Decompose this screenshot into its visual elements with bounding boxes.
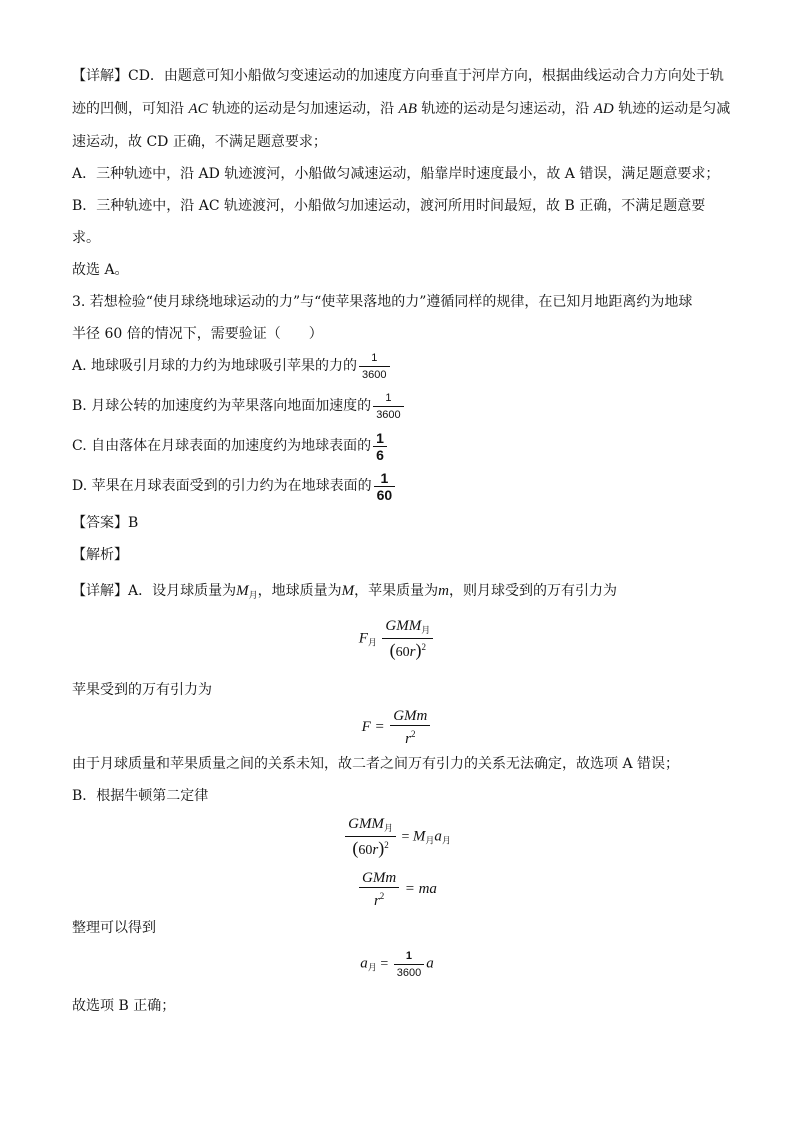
para-b-line2: 求。 <box>72 230 100 246</box>
equation-apple-newton: $\frac{\text{GMm}}{r^2}$ = ma <box>0 870 794 910</box>
newton-law: B．根据牛顿第二定律 <box>72 788 209 804</box>
para-cd-line2: 迹的凹侧，可知沿 AC 轨迹的运动是匀加速运动，沿 AB 轨迹的运动是匀速运动，沿 AD 轨迹的运动是匀减 <box>72 101 731 117</box>
answer: 【答案】B <box>72 515 139 531</box>
question-line1: 3. 若想检验“使月球绕地球运动的力”与“使苹果落地的力”遵循同样的规律，在已知月地距离约为地球 <box>72 294 693 310</box>
apple-force-text: 苹果受到的万有引力为 <box>72 682 212 698</box>
para-a: A．三种轨迹中，沿 AD 轨迹渡河，小船做匀减速运动，船靠岸时速度最小，故 A 错误，满足题意要求； <box>72 166 720 182</box>
conclusion-b: 故选项 B 正确； <box>72 998 176 1014</box>
equation-moon-newton: $\frac{GMM_月}{(60r)^2}$ = $M_月a_月$ <box>0 816 794 859</box>
analysis-heading: 【解析】 <box>72 547 128 563</box>
conclusion-a: 由于月球质量和苹果质量之间的关系未知，故二者之间万有引力的关系无法确定，故选项 A 错误； <box>72 756 680 772</box>
option-a: A. 地球吸引月球的力约为地球吸引苹果的力的 $\frac{1}{3600}$ <box>72 348 732 384</box>
equation-moon-force: $F_月$ $\frac{GMM_月}{(60r)^2}$ <box>0 618 794 661</box>
para-b-line1: B．三种轨迹中，沿 AC 轨迹渡河，小船做匀加速运动，渡河所用时间最短，故 B 正确，不满足题意要 <box>72 198 706 214</box>
option-b: B. 月球公转的加速度约为苹果落向地面加速度的 $\frac{1}{3600}$ <box>72 388 732 424</box>
detail-a-line: 【详解】A．设月球质量为$M_月$，地球质量为M，苹果质量为m，则月球受到的万有引力为 <box>72 583 617 601</box>
equation-acceleration: $a_月$ = $\frac{1}{3600}$ a <box>360 950 434 979</box>
para-cd-line3: 速运动，故 CD 正确，不满足题意要求； <box>72 134 327 150</box>
simplify-text: 整理可以得到 <box>72 920 156 936</box>
choose-a: 故选 A。 <box>72 262 129 278</box>
para-cd-line1: 【详解】CD．由题意可知小船做匀变速运动的加速度方向垂直于河岸方向，根据曲线运动合力方向处于轨 <box>72 68 724 84</box>
equation-apple-force: F = $\frac{\text{GMm}}{r^2}$ <box>0 708 794 748</box>
option-d: D. 苹果在月球表面受到的引力约为在地球表面的 $\frac{1}{60}$ <box>72 468 732 504</box>
question-line2: 半径 60 倍的情况下，需要验证（ ） <box>72 326 323 342</box>
option-c: C. 自由落体在月球表面的加速度约为地球表面的 $\frac{1}{6}$ <box>72 428 732 464</box>
